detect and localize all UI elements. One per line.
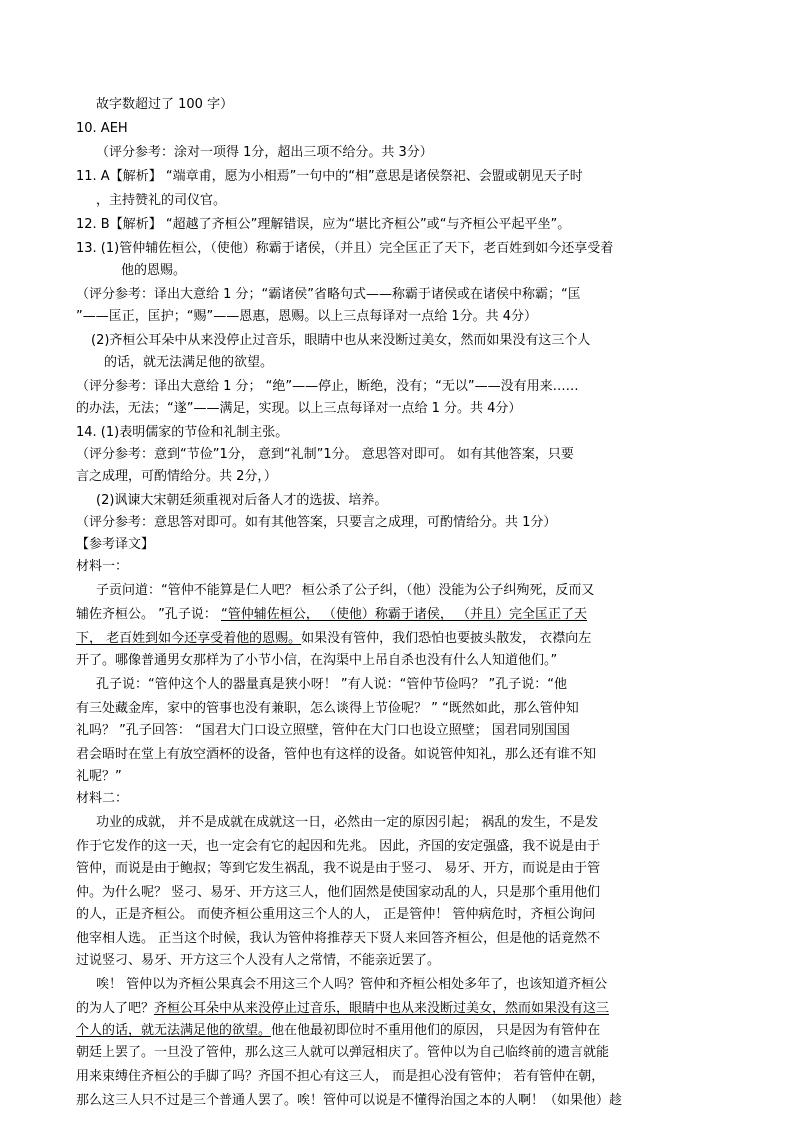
material-1-heading: 材料一：: [76, 559, 129, 574]
text-segment: 他在他最初即位时不重用他们的原因， 只是因为有管仲在: [271, 1023, 601, 1038]
scoring-note: （评分参考：译出大意给 1 分； “绝”——停止，断绝，没有；“无以”——没有用来……: [76, 379, 579, 394]
text-line: 过说竖刁、易牙、开方这三个人没有人之常情，不能亲近罢了。: [76, 953, 441, 968]
text-line: 言之成理，可酌情给分。共 2分，）: [76, 469, 277, 484]
text-line: 管仲，而说是由于鲍叔；等到它发生祸乱，我不说是由于竖刁、 易牙、开方，而说是由于管: [76, 861, 601, 876]
text-line: ”——匡正，匡护；“赐”——恩惠，恩赐。以上三点每译对一点给 1分。共 4分）: [76, 309, 538, 324]
text-line: [76, 1023, 600, 1039]
text-line: 君会晤时在堂上有放空酒杯的设备，管仲也有这样的设备。如说管仲知礼，那么还有谁不知: [76, 747, 597, 762]
text-line: 孔子说：“管仲这个人的器量真是狭小呀！ ”有人说：“管仲节俭吗？ ”孔子说：“他: [96, 677, 567, 692]
text-line: 那么这三人只不过是三个普通人罢了。唉！管仲可以说是不懂得治国之本的人啊！（如果他）趁: [76, 1093, 623, 1108]
scoring-note: （评分参考：意到“节俭”1分， 意到“礼制”1分。 意思答对即可。 如有其他答案，只要: [76, 447, 574, 462]
text-line: 功业的成就， 并不是成就在成就这一日，必然由一定的原因引起； 祸乱的发生，不是发: [96, 815, 599, 830]
text-line: 子贡问道：“管仲不能算是仁人吧？ 桓公杀了公子纠，（他）没能为公子纠殉死，反而又: [96, 583, 595, 598]
text-line: 朝廷上罢了。一旦没了管仲，那么这三人就可以弹冠相庆了。管仲以为自己临终前的遗言就能: [76, 1045, 610, 1060]
text-line: 开了。哪像普通男女那样为了小节小信，在沟渠中上吊自杀也没有什么人知道他们。”: [76, 653, 558, 668]
underlined-text: 个人的话，就无法满足他的欲望。: [76, 1023, 272, 1038]
text-line: 他的恩赐。: [121, 263, 187, 278]
answer-10: 10. AEH: [76, 121, 128, 136]
text-line: 有三处藏金库，家中的管事也没有兼职，怎么谈得上节俭呢？ ” “既然如此，那么管仲知: [76, 701, 579, 716]
text-line: [76, 607, 587, 623]
answer-11: 11. A【解析】 “端章甫，愿为小相焉”一句中的“相”意思是诸侯祭祀、会盟或朝见天子时: [76, 169, 583, 184]
text-segment: 如果没有管仲，我们恐怕也要披头散发， 衣襟向左: [301, 631, 592, 646]
answer-14-1: 14. (1)表明儒家的节俭和礼制主张。: [76, 425, 289, 440]
underlined-text: “管仲辅佐桓公， （使他）称霸于诸侯， （并且）完全匡正了天: [221, 607, 587, 622]
text-line: 礼呢？”: [76, 769, 122, 784]
text-line: 他宰相人选。 正当这个时候，我认为管仲将推荐天下贤人来回答齐桓公，但是他的话竟然不: [76, 931, 601, 946]
text-segment: 的为人了吧？: [76, 1001, 155, 1016]
underlined-text: 下， 老百姓到如今还享受着他的恩赐。: [76, 631, 302, 646]
text-segment: 辅佐齐桓公。 ”孔子说：: [76, 607, 221, 622]
text-line: 故字数超过了 100 字）: [96, 97, 234, 112]
text-line: 作于它发作的这一天，也一定会有它的起因和先兆。 因此，齐国的安定强盛，我不说是由于: [76, 839, 601, 854]
section-heading: 【参考译文】: [76, 537, 155, 552]
scoring-note: （评分参考：涂对一项得 1分，超出三项不给分。共 3分）: [96, 145, 433, 160]
text-line: [76, 1001, 609, 1017]
answer-13-2: (2)齐桓公耳朵中从来没停止过音乐，眼睛中也从来没断过美女，然而如果没有这三个人: [91, 333, 591, 348]
material-2-heading: 材料二：: [76, 791, 129, 806]
text-line: 仲。为什么呢？ 竖刁、易牙、开方这三人，他们固然是使国家动乱的人，只是那个重用他们: [76, 885, 601, 900]
scoring-note: （评分参考：意思答对即可。如有其他答案，只要言之成理，可酌情给分。共 1分）: [76, 515, 557, 530]
answer-14-2: (2)讽谏大宋朝廷须重视对后备人才的选拔、培养。: [96, 493, 388, 508]
text-line: 的人，正是齐桓公。 而使齐桓公重用这三个人的人， 正是管仲！ 管仲病危时，齐桓公询问: [76, 907, 596, 922]
text-line: 用来束缚住齐桓公的手脚了吗？齐国不担心有这三人， 而是担心没有管仲； 若有管仲在朝，: [76, 1069, 605, 1084]
scoring-note: （评分参考：译出大意给 1 分；“霸诸侯”省略句式——称霸于诸侯或在诸侯中称霸；“匡: [76, 287, 581, 302]
text-line: 的办法，无法；“遂”——满足，实现。以上三点每译对一点给 1 分。共 4分）: [76, 401, 522, 416]
text-line: 礼吗？ ”孔子回答： “国君大门口设立照壁，管仲在大门口也设立照壁； 国君同别国国: [76, 723, 570, 738]
text-line: 唉！ 管仲以为齐桓公果真会不用这三个人吗？管仲和齐桓公相处多年了，也该知道齐桓公: [96, 977, 608, 992]
text-line: 的话，就无法满足他的欲望。: [104, 355, 274, 370]
underlined-text: 齐桓公耳朵中从来没停止过音乐，眼睛中也从来没断过美女，然而如果没有这三: [154, 1001, 610, 1016]
text-line: [76, 631, 591, 647]
answer-12: 12. B【解析】 “超越了齐桓公”理解错误，应为“堪比齐桓公”或“与齐桓公平起平坐”。: [76, 217, 571, 232]
answer-13-1: 13. (1)管仲辅佐桓公，（使他）称霸于诸侯，（并且）完全匡正了天下，老百姓到如今还享受着: [76, 241, 614, 256]
text-line: ，主持赞礼的司仪官。: [96, 193, 227, 208]
